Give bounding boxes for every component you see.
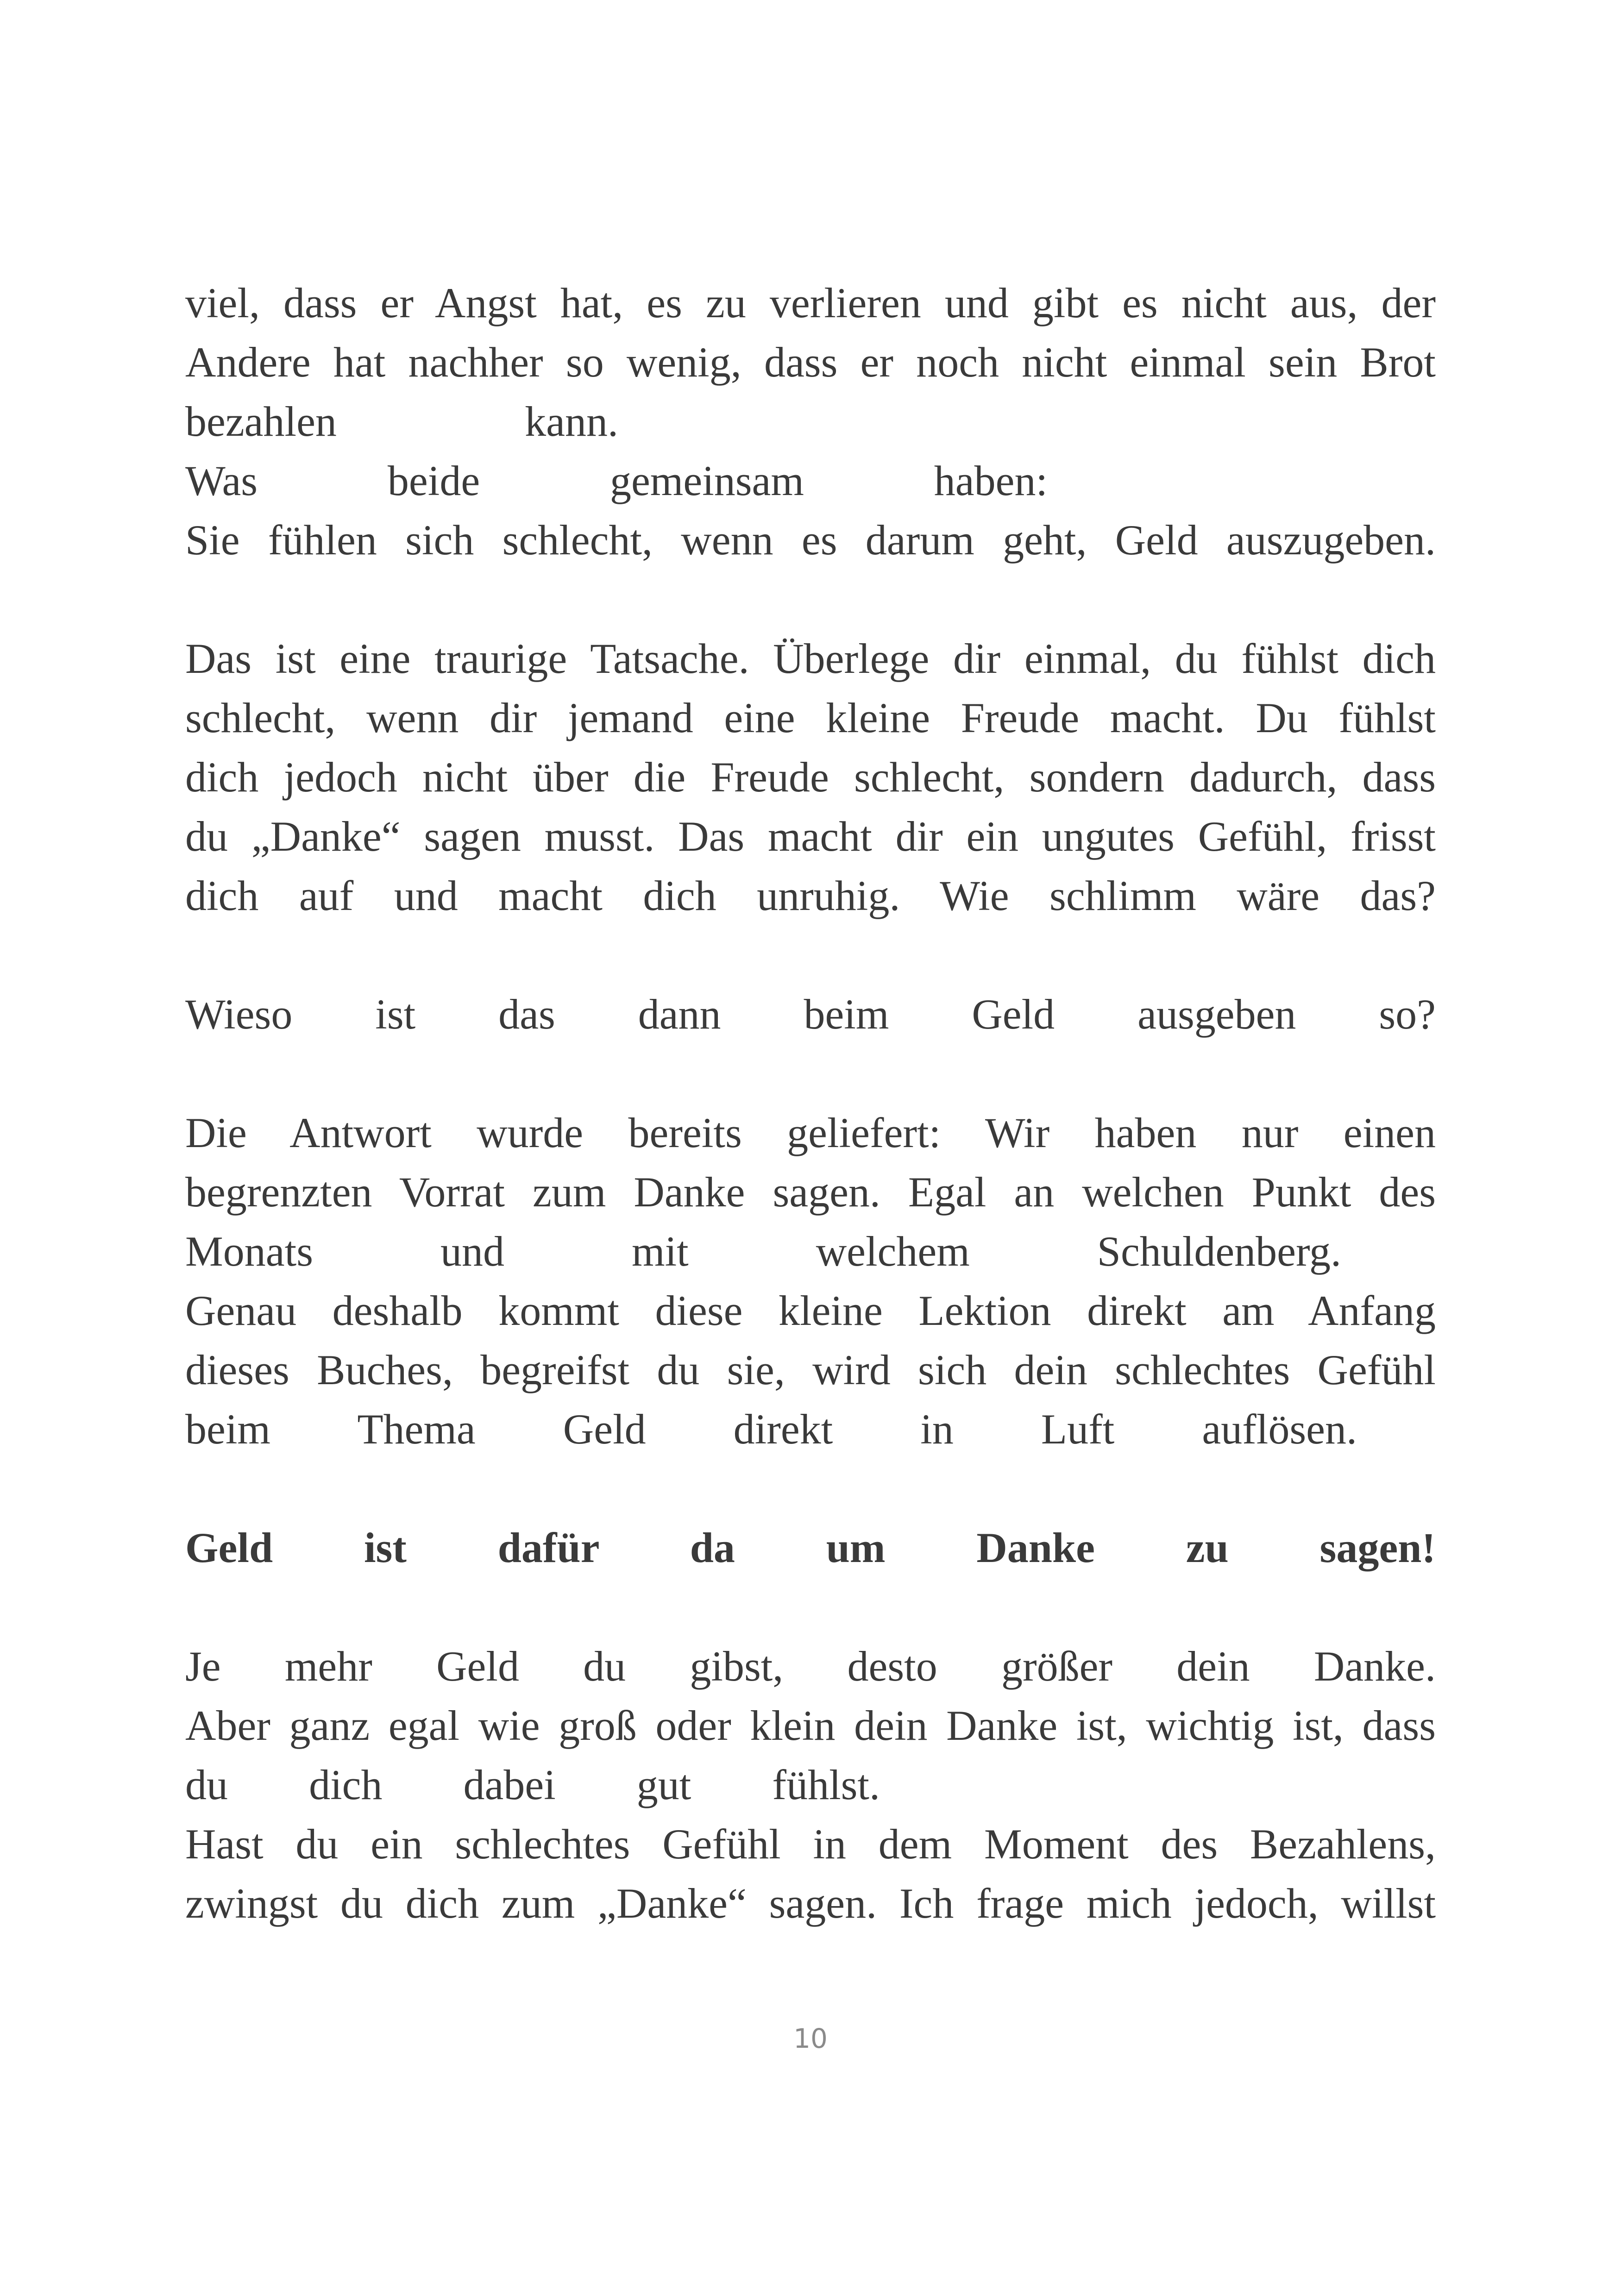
text-line: schlecht, wenn dir jemand eine kleine Freude macht. Du fühlst (185, 694, 1436, 741)
text-line: Monats und mit welchem Schuldenberg. (185, 1228, 1341, 1275)
text-line: Sie fühlen sich schlecht, wenn es darum geht, Geld auszugeben. (185, 516, 1436, 564)
text-line: Genau deshalb kommt diese kleine Lektion direkt am Anfang (185, 1287, 1436, 1334)
text-line: dich jedoch nicht über die Freude schlecht, sondern dadurch, dass (185, 753, 1436, 801)
page-number: 10 (793, 2023, 828, 2054)
text-line: zwingst du dich zum „Danke“ sagen. Ich frage mich jedoch, willst (185, 1880, 1436, 1927)
body-text (185, 273, 1436, 1933)
text-line: Je mehr Geld du gibst, desto größer dein Danke. (185, 1643, 1436, 1690)
text-line: Was beide gemeinsam haben: (185, 457, 1048, 504)
text-line: dich auf und macht dich unruhig. Wie schlimm wäre das? (185, 872, 1436, 919)
text-line: Wieso ist das dann beim Geld ausgeben so? (185, 991, 1436, 1038)
text-line: Hast du ein schlechtes Gefühl in dem Moment des Bezahlens, (185, 1820, 1436, 1868)
text-line: Das ist eine traurige Tatsache. Überlege dir einmal, du fühlst dich (185, 635, 1436, 682)
section-heading: Geld ist dafür da um Danke zu sagen! (185, 1524, 1436, 1571)
text-line: Aber ganz egal wie groß oder klein dein Danke ist, wichtig ist, dass (185, 1702, 1436, 1749)
text-line: du dich dabei gut fühlst. (185, 1761, 880, 1808)
paragraph-gap (185, 925, 1436, 985)
paragraph-gap (185, 570, 1436, 629)
paragraph-gap (185, 1577, 1436, 1637)
text-line: Die Antwort wurde bereits geliefert: Wir haben nur einen (185, 1109, 1436, 1156)
text-line: bezahlen kann. (185, 398, 618, 445)
text-line: du „Danke“ sagen musst. Das macht dir ein ungutes Gefühl, frisst (185, 813, 1436, 860)
paragraph-gap (185, 1044, 1436, 1103)
text-line: dieses Buches, begreifst du sie, wird sich dein schlechtes Gefühl (185, 1346, 1436, 1393)
text-line: beim Thema Geld direkt in Luft auflösen. (185, 1405, 1357, 1453)
paragraph-gap (185, 1459, 1436, 1518)
text-line: Andere hat nachher so wenig, dass er noch nicht einmal sein Brot (185, 339, 1436, 386)
text-line: begrenzten Vorrat zum Danke sagen. Egal an welchen Punkt des (185, 1168, 1436, 1216)
text-line: viel, dass er Angst hat, es zu verlieren und gibt es nicht aus, der (185, 279, 1436, 326)
